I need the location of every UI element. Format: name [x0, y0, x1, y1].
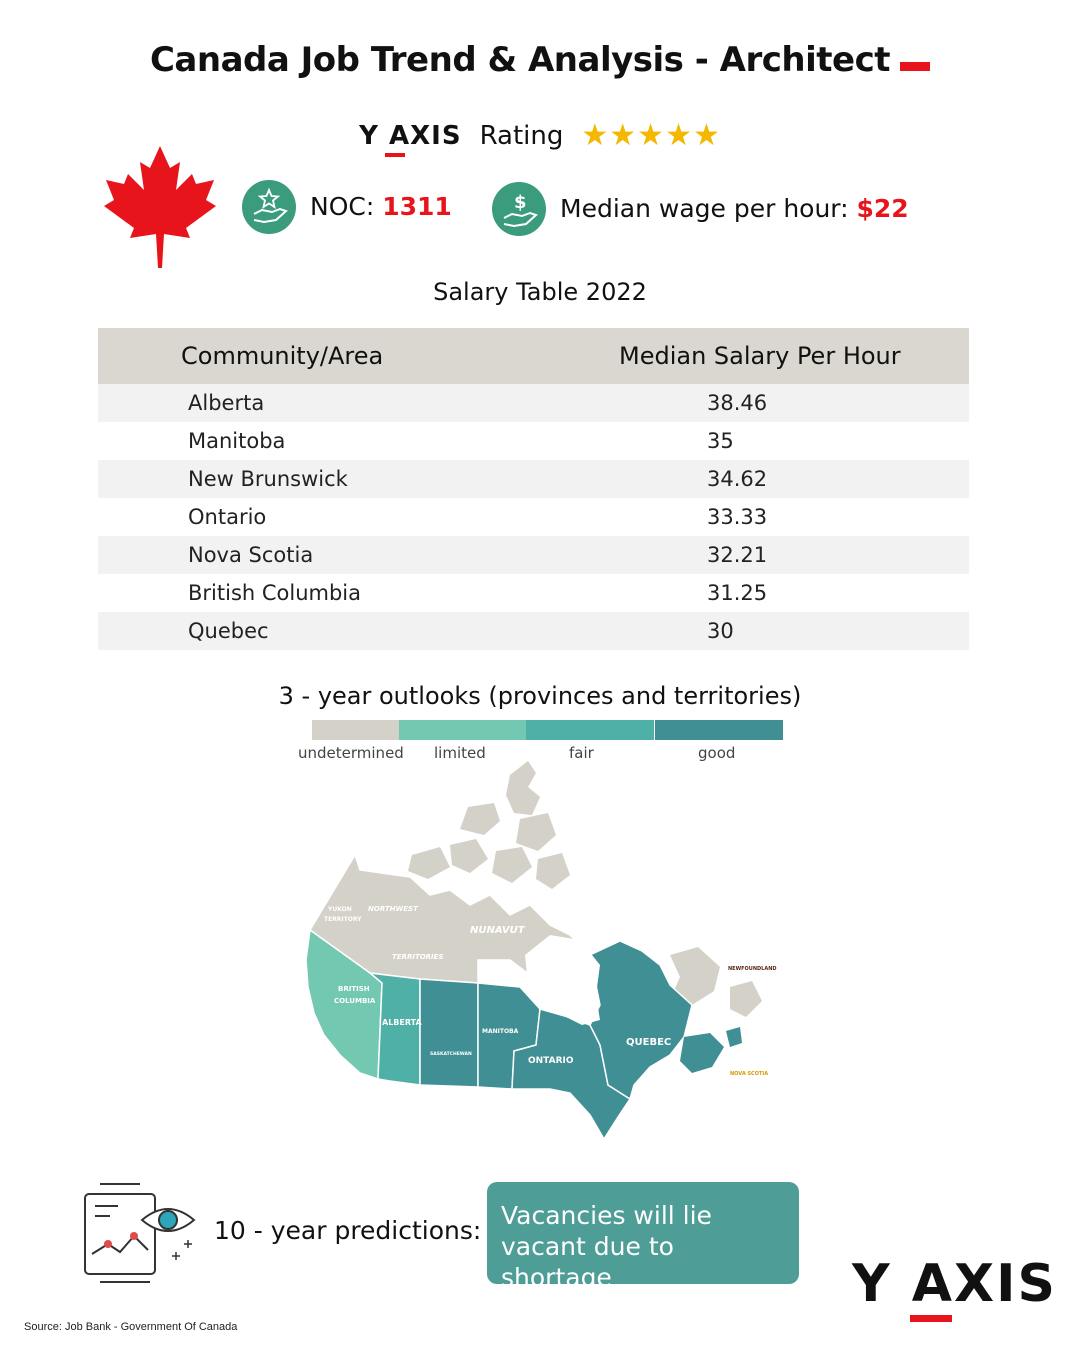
prediction-line-1: Vacancies will lie: [501, 1201, 712, 1230]
salary-table-title: Salary Table 2022: [433, 278, 647, 306]
table-row: New Brunswick 34.62: [98, 460, 969, 498]
brand-logo-large: Y AXIS: [852, 1254, 1057, 1314]
brand-logo-small: Y AXIS: [359, 121, 461, 151]
prediction-chart-eye-icon: [80, 1176, 200, 1293]
maple-leaf-icon: [104, 146, 216, 273]
source-note: Source: Job Bank - Government Of Canada: [24, 1321, 238, 1333]
svg-text:$: $: [514, 192, 527, 213]
table-row: Quebec 30: [98, 612, 969, 650]
map-label-newfoundland: NEWFOUNDLAND: [728, 966, 777, 972]
map-label-nwt-2: TERRITORIES: [392, 953, 444, 961]
legend-label-good: good: [698, 744, 736, 762]
salary-table: [98, 328, 969, 650]
page-title: Canada Job Trend & Analysis - Architect: [0, 40, 1080, 80]
legend-label-limited: limited: [434, 744, 486, 762]
hand-star-icon: [242, 180, 296, 234]
table-row: Manitoba 35: [188, 429, 734, 453]
table-row: British Columbia 31.25: [188, 581, 768, 605]
map-label-bc-1: BRITISH: [338, 985, 370, 993]
outlook-title: 3 - year outlooks (provinces and territories): [278, 682, 802, 710]
map-label-territory: TERRITORY: [324, 916, 362, 923]
canada-outlook-map: [300, 755, 780, 1150]
rating-stars: ★★★★★: [581, 119, 721, 152]
title-accent-bar: [900, 62, 930, 71]
map-label-quebec: QUEBEC: [626, 1037, 672, 1048]
map-label-nunavut: NUNAVUT: [470, 925, 525, 936]
arctic-islands: [408, 761, 570, 889]
legend-swatch-fair: [526, 720, 654, 740]
legend-swatch-limited: [399, 720, 526, 740]
column-header-area: Community/Area: [98, 328, 619, 384]
map-label-ontario: ONTARIO: [528, 1056, 574, 1066]
outlook-legend: [312, 720, 783, 740]
legend-label-fair: fair: [569, 744, 594, 762]
map-label-manitoba: MANITOBA: [482, 1028, 519, 1035]
legend-swatch-good: [654, 720, 783, 740]
map-label-nwt-1: NORTHWEST: [368, 905, 418, 913]
prediction-line-2: vacant due to shortage: [501, 1232, 674, 1292]
map-label-nova-scotia: NOVA SCOTIA: [730, 1071, 769, 1077]
noc-info: NOC: 1311: [310, 192, 452, 221]
legend-swatch-undetermined: [312, 720, 399, 740]
median-wage-info: Median wage per hour: $22: [560, 194, 909, 223]
map-label-alberta: ALBERTA: [382, 1018, 422, 1027]
ten-year-prediction-label: 10 - year predictions:: [214, 1216, 482, 1245]
table-header-row: [98, 328, 969, 384]
noc-value: 1311: [382, 192, 452, 221]
map-label-saskatchewan: SASKATCHEWAN: [430, 1052, 472, 1057]
table-row: Ontario 33.33: [188, 505, 768, 529]
column-header-salary: Median Salary Per Hour: [619, 328, 969, 384]
table-row: Alberta 38.46: [98, 384, 969, 422]
map-label-yukon: YUKON: [328, 906, 352, 913]
region-saskatchewan: [420, 979, 478, 1087]
rating-label: Rating: [479, 120, 564, 151]
median-wage-value: $22: [856, 194, 909, 223]
prediction-box: [487, 1182, 799, 1292]
table-row: Nova Scotia 32.21: [98, 536, 969, 574]
map-label-bc-2: COLUMBIA: [334, 997, 376, 1005]
region-nova-scotia: [680, 1027, 742, 1073]
legend-label-undetermined: undetermined: [298, 744, 404, 762]
hand-dollar-icon: [492, 182, 546, 236]
